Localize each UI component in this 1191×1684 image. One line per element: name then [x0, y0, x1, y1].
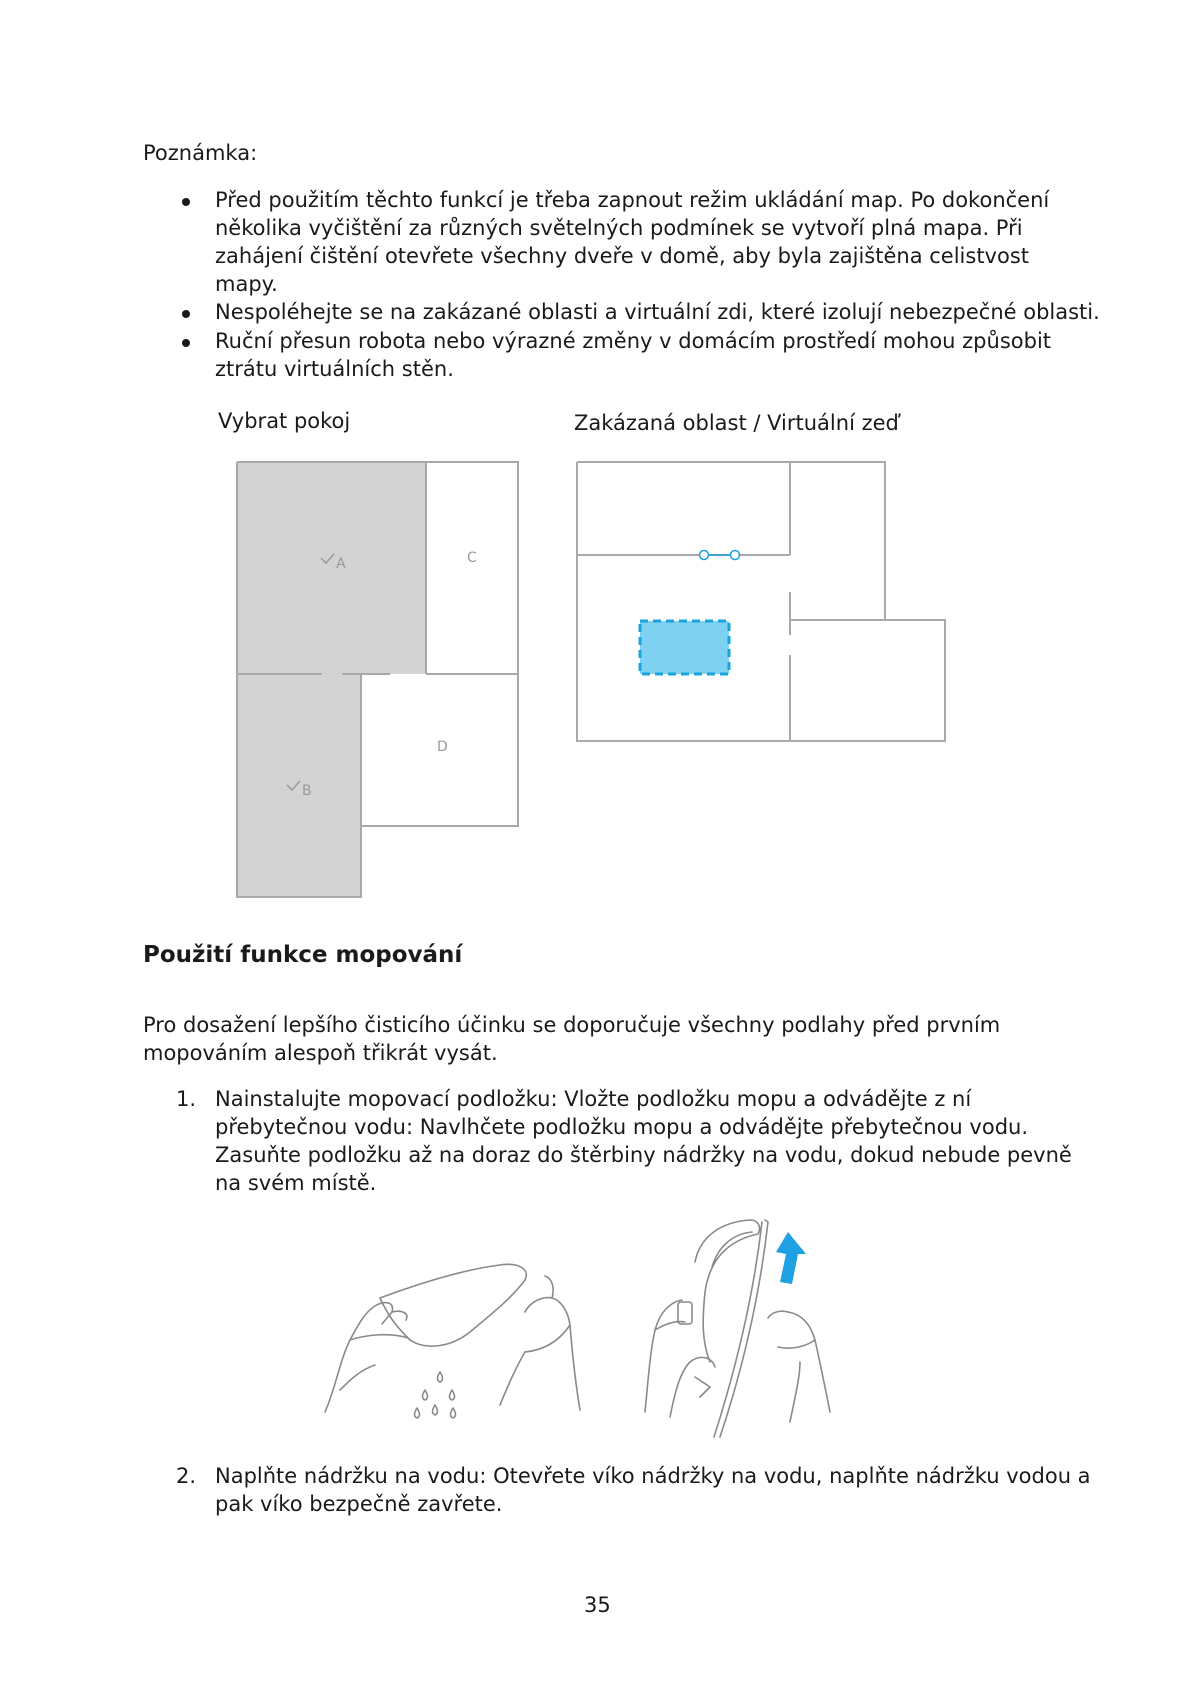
note-label: Poznámka: — [143, 141, 258, 165]
step-1-line-4: na svém místě. — [215, 1171, 377, 1195]
step-2-line-1: Naplňte nádržku na vodu: Otevřete víko nádržky na vodu, naplňte nádržku vodou a — [215, 1464, 1091, 1488]
intro-line-1: Pro dosažení lepšího čisticího účinku se doporučuje všechny podlahy před prvním — [143, 1013, 1001, 1037]
bullet-2-line-1: Nespoléhejte se na zakázané oblasti a virtuální zdi, které izolují nebezpečné oblasti. — [215, 300, 1100, 324]
insert-mop-pad-illustration — [640, 1212, 840, 1442]
room-c-label: C — [467, 550, 477, 566]
step-2-line-2: pak víko bezpečně zavřete. — [215, 1492, 503, 1516]
bullet-3-line-1: Ruční přesun robota nebo výrazné změny v domácím prostředí mohou způsobit — [215, 329, 1052, 353]
room-selection-map — [230, 455, 530, 905]
room-d-label: D — [437, 739, 448, 755]
figure-caption-select-room: Vybrat pokoj — [218, 409, 351, 433]
virtual-wall — [700, 551, 740, 560]
step-1-line-1: Nainstalujte mopovací podložku: Vložte podložku mopu a odvádějte z ní — [215, 1087, 972, 1111]
no-go-zone — [640, 621, 729, 674]
bullet-dot — [182, 310, 190, 318]
arrow-up-icon — [776, 1232, 806, 1284]
intro-line-2: mopováním alespoň třikrát vysát. — [143, 1041, 498, 1065]
svg-text:B: B — [302, 783, 312, 799]
bullet-dot — [182, 198, 190, 206]
bullet-1-line-3: zahájení čištění otevřete všechny dveře v domě, aby byla zajištěna celistvost — [215, 244, 1030, 268]
room-a-selected — [237, 462, 426, 674]
bullet-1-line-4: mapy. — [215, 272, 278, 296]
section-heading: Použití funkce mopování — [143, 942, 463, 968]
bullet-dot — [182, 339, 190, 347]
bullet-1-line-2: několika vyčištění za různých světelných podmínek se vytvoří plná mapa. Při — [215, 216, 1023, 240]
svg-text:A: A — [336, 556, 346, 572]
step-number: 1. — [176, 1087, 197, 1111]
figure-caption-no-go-zone: Zakázaná oblast / Virtuální zeď — [574, 411, 899, 435]
step-1-line-3: Zasuňte podložku až na doraz do štěrbiny nádržky na vodu, dokud nebude pevně — [215, 1143, 1072, 1167]
wring-mop-pad-illustration — [320, 1240, 590, 1420]
room-b-selected — [237, 674, 361, 897]
no-go-zone-map — [570, 455, 960, 755]
bullet-3-line-2: ztrátu virtuálních stěn. — [215, 357, 454, 381]
bullet-1-line-1: Před použitím těchto funkcí je třeba zapnout režim ukládání map. Po dokončení — [215, 188, 1050, 212]
step-number: 2. — [176, 1464, 197, 1488]
page-number: 35 — [584, 1593, 611, 1617]
step-1-line-2: přebytečnou vodu: Navlhčete podložku mopu a odvádějte přebytečnou vodu. — [215, 1115, 1029, 1139]
map-walls — [577, 462, 945, 741]
